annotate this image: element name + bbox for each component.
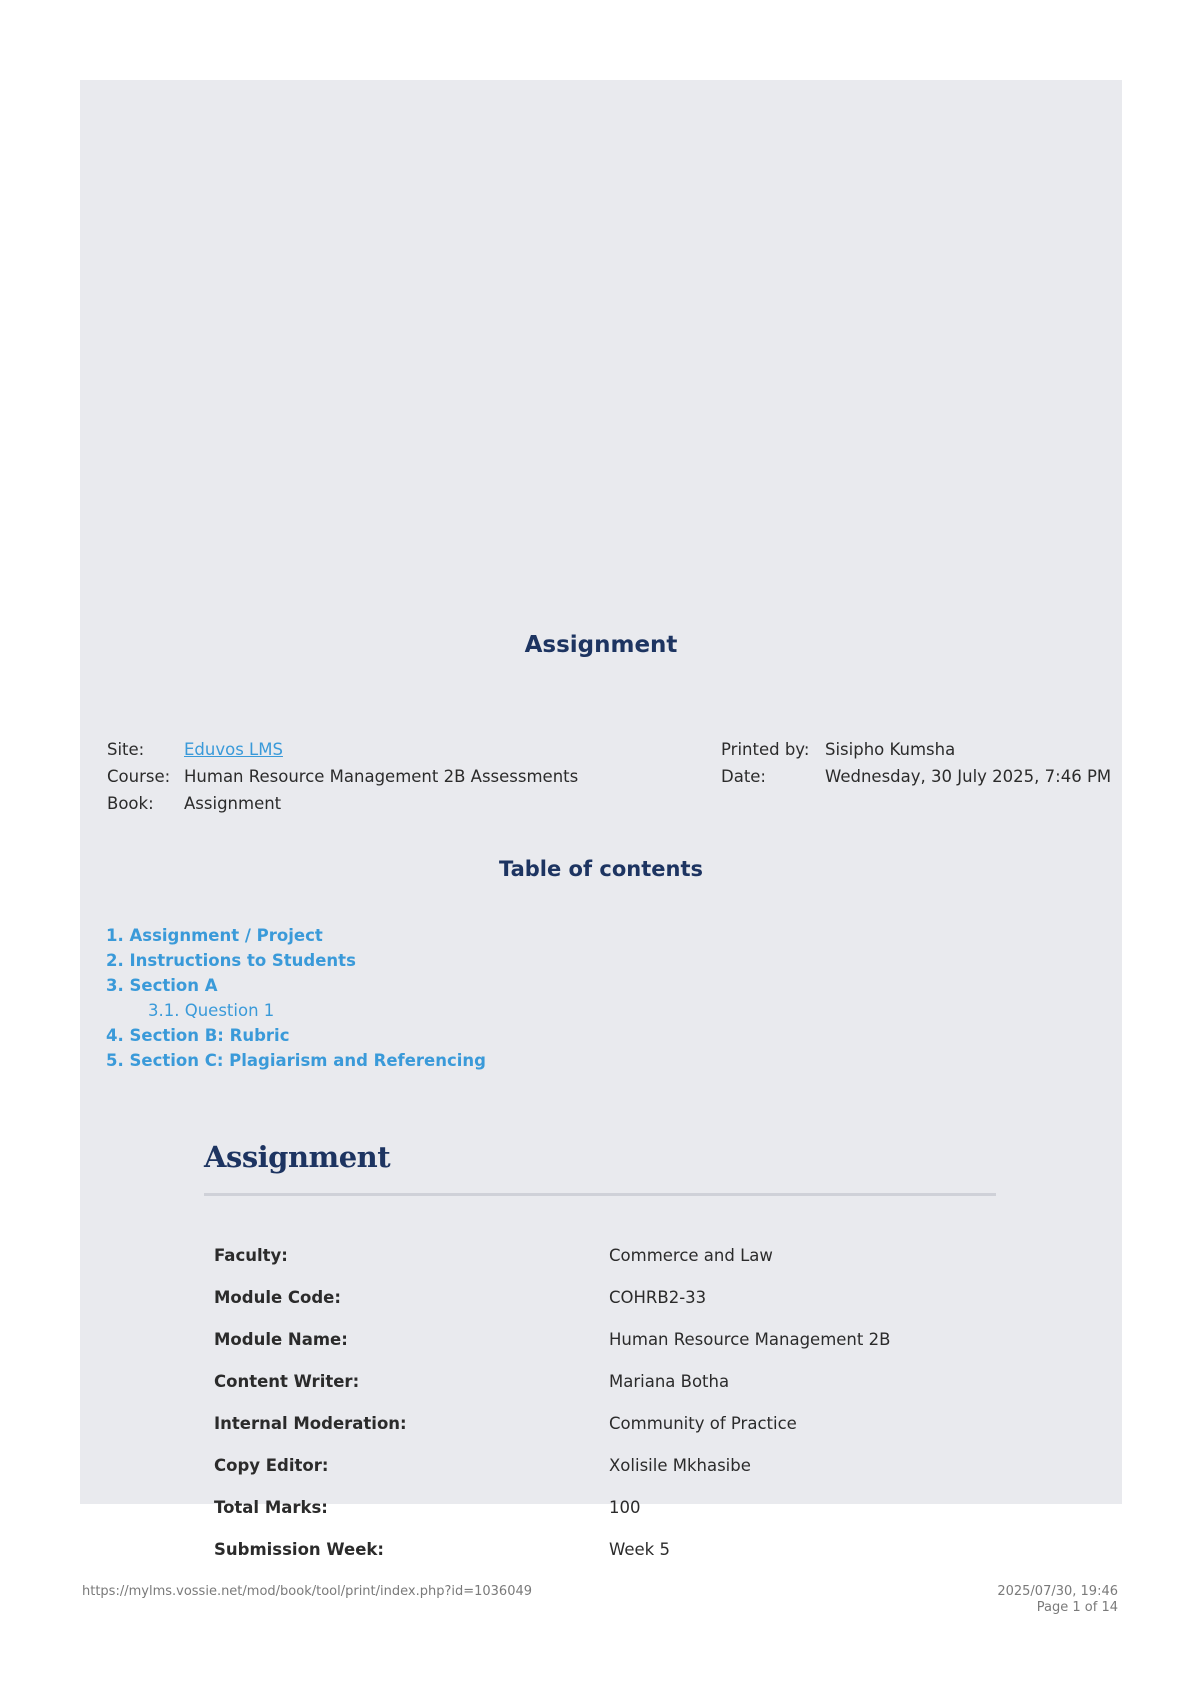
info-row (214, 1372, 890, 1414)
toc-link[interactable]: 2. Instructions to Students (106, 951, 356, 970)
info-key: Module Code: (214, 1288, 341, 1307)
meta-date-row (721, 767, 1111, 794)
footer-right (997, 1584, 1118, 1616)
meta-course-row (107, 767, 578, 794)
meta-key: Printed by: (721, 740, 810, 759)
section-heading: Assignment (204, 1140, 391, 1174)
meta-key: Date: (721, 767, 766, 786)
toc-link[interactable]: 3. Section A (106, 976, 218, 995)
info-key: Copy Editor: (214, 1456, 329, 1475)
site-link[interactable]: Eduvos LMS (184, 740, 283, 759)
table-of-contents (106, 926, 486, 1076)
info-value: COHRB2-33 (609, 1288, 707, 1307)
meta-key: Book: (107, 794, 154, 813)
info-row (214, 1414, 890, 1456)
info-value: Mariana Botha (609, 1372, 730, 1391)
info-key: Content Writer: (214, 1372, 360, 1391)
page-panel (80, 80, 1122, 1559)
footer-page-number: Page 1 of 14 (1036, 1600, 1118, 1615)
info-row (214, 1288, 890, 1330)
meta-key: Course: (107, 767, 171, 786)
info-value: Human Resource Management 2B (609, 1330, 891, 1349)
footer-url: https://mylms.vossie.net/mod/book/tool/print/index.php?id=1036049 (82, 1584, 533, 1599)
info-value: Community of Practice (609, 1414, 797, 1433)
meta-printed-by-row (721, 740, 1111, 767)
info-row (214, 1330, 890, 1372)
info-key: Internal Moderation: (214, 1414, 407, 1433)
toc-sublink[interactable]: 3.1. Question 1 (148, 1001, 275, 1020)
info-row (214, 1540, 890, 1582)
info-key: Module Name: (214, 1330, 348, 1349)
meta-right (721, 740, 1111, 794)
toc-link[interactable]: 5. Section C: Plagiarism and Referencing (106, 1051, 486, 1070)
meta-value: Sisipho Kumsha (825, 740, 956, 759)
toc-link[interactable]: 4. Section B: Rubric (106, 1026, 290, 1045)
toc-title: Table of contents (498, 857, 704, 881)
info-row (214, 1498, 890, 1540)
info-value: 100 (609, 1498, 641, 1517)
meta-value: Assignment (184, 794, 282, 813)
module-info-table (214, 1246, 890, 1582)
meta-value: Wednesday, 30 July 2025, 7:46 PM (825, 767, 1112, 786)
info-key: Total Marks: (214, 1498, 328, 1517)
info-row (214, 1456, 890, 1498)
meta-value: Human Resource Management 2B Assessments (184, 767, 579, 786)
toc-link[interactable]: 1. Assignment / Project (106, 926, 323, 945)
meta-site-row (107, 740, 578, 767)
info-key: Faculty: (214, 1246, 288, 1265)
info-value: Commerce and Law (609, 1246, 773, 1265)
info-value: Xolisile Mkhasibe (609, 1456, 751, 1475)
info-row (214, 1246, 890, 1288)
meta-book-row (107, 794, 578, 821)
book-title: Assignment (524, 632, 678, 658)
heading-divider (204, 1193, 996, 1196)
meta-left (107, 740, 578, 821)
info-key: Submission Week: (214, 1540, 384, 1559)
info-value: Week 5 (609, 1540, 670, 1559)
footer-datetime: 2025/07/30, 19:46 (997, 1584, 1118, 1599)
meta-key: Site: (107, 740, 145, 759)
